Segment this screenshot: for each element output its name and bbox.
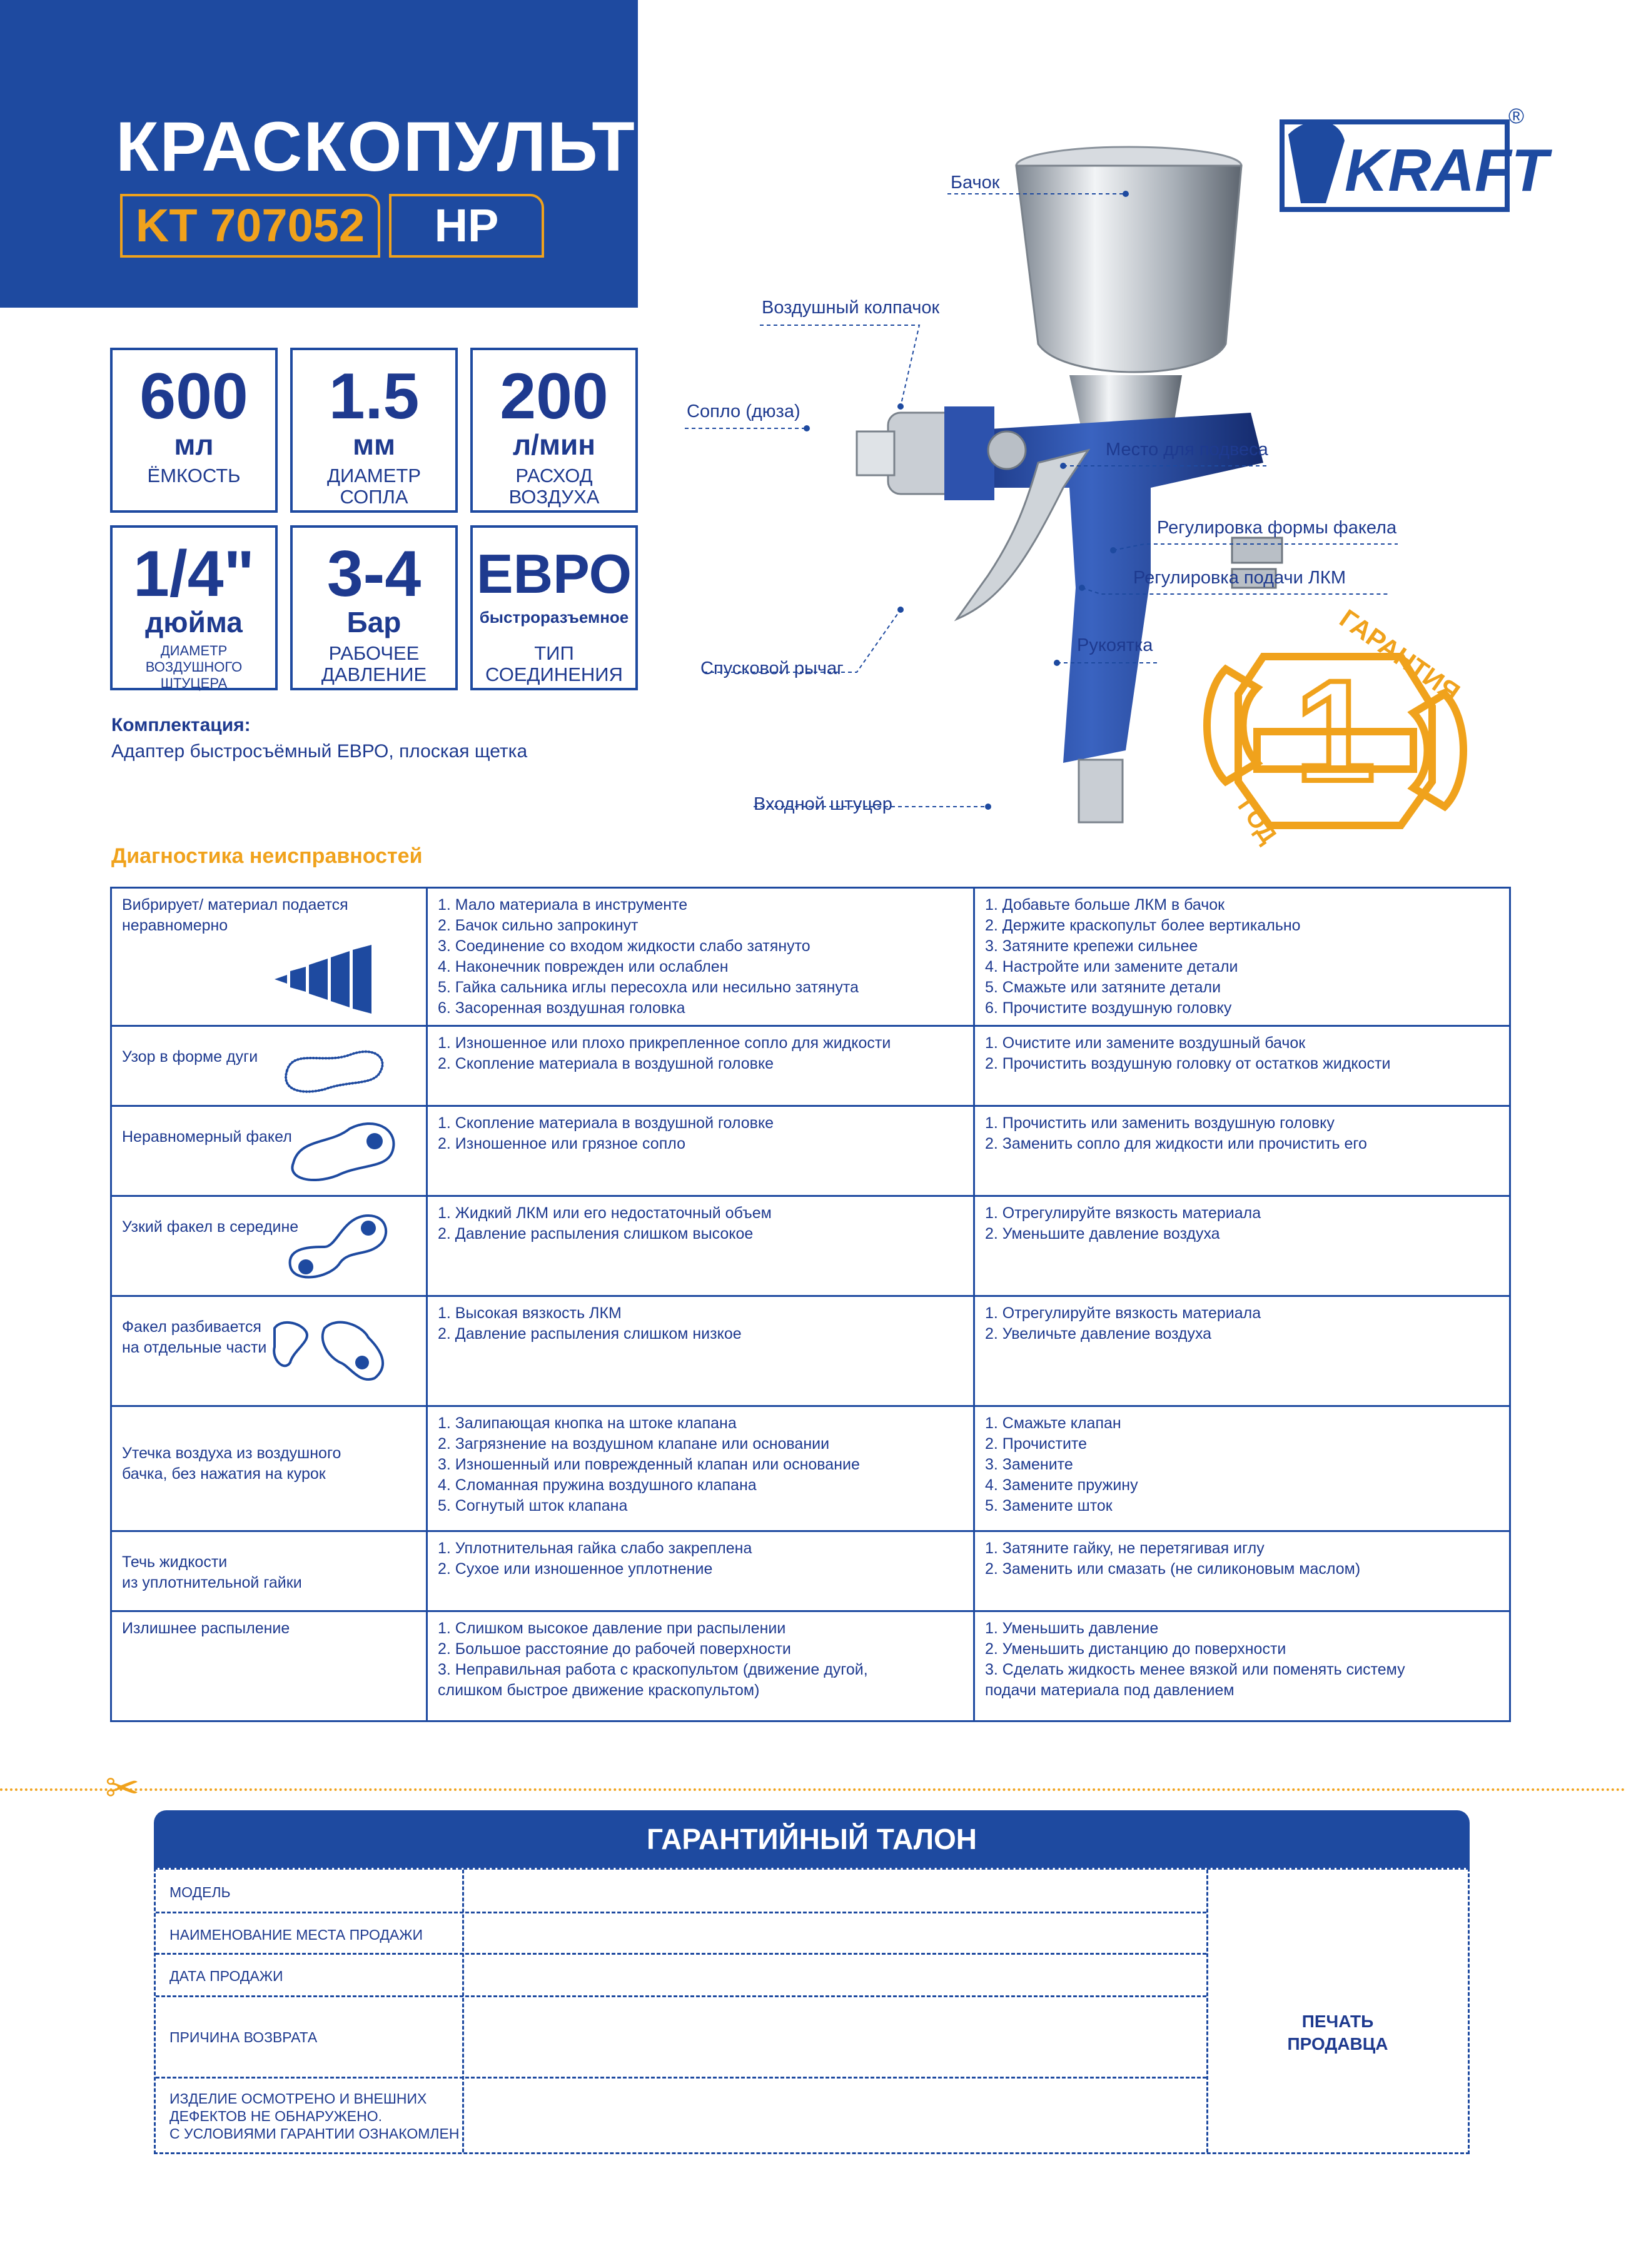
cause-text: 3. Соединение со входом жидкости слабо затянуто xyxy=(438,937,810,955)
form-label-model: МОДЕЛЬ xyxy=(169,1884,231,1900)
cause-text: 1. Жидкий ЛКМ или его недостаточный объем xyxy=(438,1204,772,1222)
symptom-cell xyxy=(111,888,427,1026)
symptom-cell xyxy=(111,1406,427,1531)
cause-text: 4. Сломанная пружина воздушного клапана xyxy=(438,1476,757,1494)
table-row xyxy=(111,888,1510,1026)
symptom-cell xyxy=(111,1106,427,1196)
symptom-cell xyxy=(111,1026,427,1106)
cause-text: 1. Залипающая кнопка на штоке клапана xyxy=(438,1414,737,1432)
warranty-form-grid xyxy=(154,1868,1470,2154)
spec-value: 1.5 xyxy=(328,360,420,433)
remedy-text: 2. Увеличьте давление воздуха xyxy=(985,1325,1212,1343)
spec-unit: мм xyxy=(352,428,396,461)
cause-text: 2. Загрязнение на воздушном клапане или основании xyxy=(438,1435,830,1453)
remedy-text: 2. Прочистите xyxy=(985,1435,1088,1453)
form-label-reason: ПРИЧИНА ВОЗВРАТА xyxy=(169,2029,318,2045)
spec-value: 200 xyxy=(500,360,608,433)
remedy-cell xyxy=(974,1026,1510,1106)
remedy-text: 1. Отрегулируйте вязкость материала xyxy=(985,1204,1261,1222)
variant-badge: HP xyxy=(389,194,544,258)
spec-caption: РАСХОД ВОЗДУХА xyxy=(508,465,600,508)
spec-unit: л/мин xyxy=(512,428,596,461)
seller-stamp-area: ПЕЧАТЬ ПРОДАВЦА xyxy=(1287,2012,1388,2054)
remedy-cell xyxy=(974,888,1510,1026)
symptom-cell xyxy=(111,1531,427,1611)
symptom-cell xyxy=(111,1611,427,1721)
remedy-text: 2. Заменить сопло для жидкости или прочистить его xyxy=(985,1135,1367,1152)
table-row xyxy=(111,1296,1510,1406)
warranty-number: 1 xyxy=(1295,650,1375,811)
remedy-text: 1. Добавьте больше ЛКМ в бачок xyxy=(985,896,1225,914)
cause-text: 1. Изношенное или плохо прикрепленное сопло для жидкости xyxy=(438,1034,891,1052)
cause-text: 5. Гайка сальника иглы пересохла или несильно затянута xyxy=(438,979,859,996)
cause-text: слишком быстрое движение краскопультом) xyxy=(438,1681,760,1699)
remedy-text: 2. Прочистить воздушную головку от остатков жидкости xyxy=(985,1055,1391,1072)
warranty-form-title: ГАРАНТИЙНЫЙ ТАЛОН xyxy=(154,1810,1470,1868)
spec-value: 600 xyxy=(139,360,248,433)
symptom-text: неравномерно xyxy=(122,917,228,934)
narrow-center-pattern-icon xyxy=(281,1209,393,1290)
symptom-text: Утечка воздуха из воздушного xyxy=(122,1444,341,1462)
remedy-text: 2. Заменить или смазать (не силиконовым маслом) xyxy=(985,1560,1361,1578)
cause-text: 1. Слишком высокое давление при распылении xyxy=(438,1620,786,1637)
table-row xyxy=(111,1406,1510,1531)
cause-text: 1. Скопление материала в воздушной головке xyxy=(438,1114,774,1132)
callout-trigger: Спусковой рычаг xyxy=(700,658,844,678)
cause-text: 2. Давление распыления слишком низкое xyxy=(438,1325,742,1343)
table-row xyxy=(111,1196,1510,1296)
spec-unit: быстроразъемное xyxy=(479,608,629,627)
table-row xyxy=(111,1531,1510,1611)
cause-cell xyxy=(427,888,974,1026)
cause-cell xyxy=(427,1196,974,1296)
spec-unit: Бар xyxy=(346,606,401,638)
remedy-cell xyxy=(974,1296,1510,1406)
table-row xyxy=(111,1026,1510,1106)
callout-paint-adjust: Регулировка подачи ЛКМ xyxy=(1133,568,1346,588)
remedy-text: 1. Уменьшить давление xyxy=(985,1620,1159,1637)
remedy-text: 3. Сделать жидкость менее вязкой или поменять систему xyxy=(985,1661,1405,1678)
remedy-text: подачи материала под давлением xyxy=(985,1681,1235,1699)
remedy-text: 4. Замените пружину xyxy=(985,1476,1138,1494)
kit-value: Адаптер быстросъёмный ЕВРО, плоская щетка xyxy=(111,741,528,762)
diagnostics-title: Диагностика неисправностей xyxy=(111,844,423,868)
symptom-text: Узкий факел в середине xyxy=(122,1218,299,1236)
spec-value: ЕВРО xyxy=(476,543,632,605)
spec-caption: ЁМКОСТЬ xyxy=(147,465,241,486)
diagnostics-table xyxy=(110,887,1511,1722)
callout-nozzle: Сопло (дюза) xyxy=(687,401,800,421)
arc-pattern-icon xyxy=(281,1046,387,1101)
cause-cell xyxy=(427,1531,974,1611)
split-pattern-icon xyxy=(268,1316,393,1390)
warranty-bottom-label: ГОД xyxy=(1232,794,1282,849)
cause-text: 3. Изношенный или поврежденный клапан или основание xyxy=(438,1456,860,1473)
logo-text: KRAFT xyxy=(1345,137,1548,204)
symptom-text: Факел разбивается xyxy=(122,1318,261,1336)
cause-text: 1. Уплотнительная гайка слабо закреплена xyxy=(438,1540,752,1557)
cause-text: 3. Неправильная работа с краскопультом (движение дугой, xyxy=(438,1661,868,1678)
spec-caption: ТИП СОЕДИНЕНИЯ xyxy=(485,642,623,685)
form-row-date[interactable] xyxy=(156,1955,1206,1997)
cause-text: 1. Высокая вязкость ЛКМ xyxy=(438,1304,622,1322)
cause-text: 2. Бачок сильно запрокинут xyxy=(438,917,639,934)
cut-line xyxy=(0,1788,1626,1791)
symptom-text: бачка, без нажатия на курок xyxy=(122,1465,326,1483)
callout-fan-adjust: Регулировка формы факела xyxy=(1157,518,1397,538)
spec-value: 3-4 xyxy=(326,538,422,610)
cause-text: 2. Давление распыления слишком высокое xyxy=(438,1225,754,1242)
symptom-text: Излишнее распыление xyxy=(122,1620,290,1637)
table-row xyxy=(111,1611,1510,1721)
form-row-inspection[interactable] xyxy=(156,2079,1206,2152)
cause-text: 2. Большое расстояние до рабочей поверхности xyxy=(438,1640,791,1658)
uneven-pattern-icon xyxy=(287,1119,400,1187)
remedy-text: 1. Очистите или замените воздушный бачок xyxy=(985,1034,1306,1052)
symptom-text: Вибрирует/ материал подается xyxy=(122,896,348,914)
remedy-text: 6. Прочистите воздушную головку xyxy=(985,999,1232,1017)
symptom-text: Узор в форме дуги xyxy=(122,1048,258,1066)
scissors-icon: ✂ xyxy=(105,1765,140,1811)
model-badge: KT 707052 xyxy=(120,194,380,258)
callout-air-cap: Воздушный колпачок xyxy=(762,298,940,318)
callout-handle: Рукоятка xyxy=(1077,635,1153,655)
remedy-text: 2. Уменьшите давление воздуха xyxy=(985,1225,1220,1242)
remedy-text: 2. Держите краскопульт более вертикально xyxy=(985,917,1301,934)
registered-mark: ® xyxy=(1508,104,1525,128)
warranty-badge xyxy=(1188,603,1482,857)
callout-inlet: Входной штуцер xyxy=(754,794,892,814)
remedy-cell xyxy=(974,1531,1510,1611)
form-label-inspection: ИЗДЕЛИЕ ОСМОТРЕНО И ВНЕШНИХ ДЕФЕКТОВ НЕ ОБНАРУЖЕНО. С УСЛОВИЯМИ ГАРАНТИИ ОЗНАКОМЛЕН xyxy=(169,2090,460,2142)
spray-pattern-cone-icon xyxy=(268,945,375,1019)
cause-cell xyxy=(427,1026,974,1106)
remedy-text: 1. Прочистить или заменить воздушную головку xyxy=(985,1114,1335,1132)
symptom-text: из уплотнительной гайки xyxy=(122,1574,302,1591)
cause-text: 2. Скопление материала в воздушной головке xyxy=(438,1055,774,1072)
cause-text: 1. Мало материала в инструменте xyxy=(438,896,688,914)
remedy-cell xyxy=(974,1196,1510,1296)
remedy-text: 1. Отрегулируйте вязкость материала xyxy=(985,1304,1261,1322)
cause-cell xyxy=(427,1296,974,1406)
callout-tank: Бачок xyxy=(951,173,1000,193)
remedy-text: 3. Затяните крепежи сильнее xyxy=(985,937,1198,955)
cause-text: 5. Согнутый шток клапана xyxy=(438,1497,628,1515)
symptom-cell xyxy=(111,1196,427,1296)
remedy-text: 2. Уменьшить дистанцию до поверхности xyxy=(985,1640,1286,1658)
cause-text: 4. Наконечник поврежден или ослаблен xyxy=(438,958,729,975)
remedy-cell xyxy=(974,1106,1510,1196)
form-row-model[interactable] xyxy=(156,1870,1206,1913)
symptom-text: на отдельные части xyxy=(122,1339,267,1356)
remedy-text: 3. Замените xyxy=(985,1456,1073,1473)
remedy-text: 5. Замените шток xyxy=(985,1497,1113,1515)
table-row xyxy=(111,1106,1510,1196)
remedy-text: 1. Смажьте клапан xyxy=(985,1414,1121,1432)
spec-caption: РАБОЧЕЕ ДАВЛЕНИЕ xyxy=(321,642,427,685)
spec-value: 1/4" xyxy=(133,538,255,610)
form-label-store: НАИМЕНОВАНИЕ МЕСТА ПРОДАЖИ xyxy=(169,1927,423,1943)
symptom-text: Неравномерный факел xyxy=(122,1128,292,1146)
remedy-cell xyxy=(974,1406,1510,1531)
kit-title: Комплектация: xyxy=(111,715,251,735)
warranty-form xyxy=(154,1810,1470,2154)
remedy-text: 5. Смажьте или затяните детали xyxy=(985,979,1221,996)
cause-text: 2. Сухое или изношенное уплотнение xyxy=(438,1560,713,1578)
remedy-text: 4. Настройте или замените детали xyxy=(985,958,1238,975)
callout-hanger: Место для подвеса xyxy=(1106,440,1268,460)
spec-caption: ДИАМЕТР ВОЗДУШНОГО ШТУЦЕРА xyxy=(145,643,243,691)
remedy-cell xyxy=(974,1611,1510,1721)
symptom-text: Течь жидкости xyxy=(122,1553,228,1571)
form-stamp-divider xyxy=(1206,1870,1208,2152)
symptom-cell xyxy=(111,1296,427,1406)
spec-unit: мл xyxy=(174,428,214,461)
cause-text: 6. Засоренная воздушная головка xyxy=(438,999,685,1017)
cause-text: 2. Изношенное или грязное сопло xyxy=(438,1135,686,1152)
cause-cell xyxy=(427,1406,974,1531)
spec-unit: дюйма xyxy=(145,606,243,638)
warranty-top-label: ГАРАНТИЯ xyxy=(1334,603,1465,708)
form-label-date: ДАТА ПРОДАЖИ xyxy=(169,1968,283,1984)
spec-caption: ДИАМЕТР СОПЛА xyxy=(326,465,422,508)
page-title: КРАСКОПУЛЬТ xyxy=(116,108,636,186)
form-row-store[interactable] xyxy=(156,1913,1206,1955)
form-row-reason[interactable] xyxy=(156,1997,1206,2079)
remedy-text: 1. Затяните гайку, не перетягивая иглу xyxy=(985,1540,1265,1557)
cause-cell xyxy=(427,1611,974,1721)
cause-cell xyxy=(427,1106,974,1196)
